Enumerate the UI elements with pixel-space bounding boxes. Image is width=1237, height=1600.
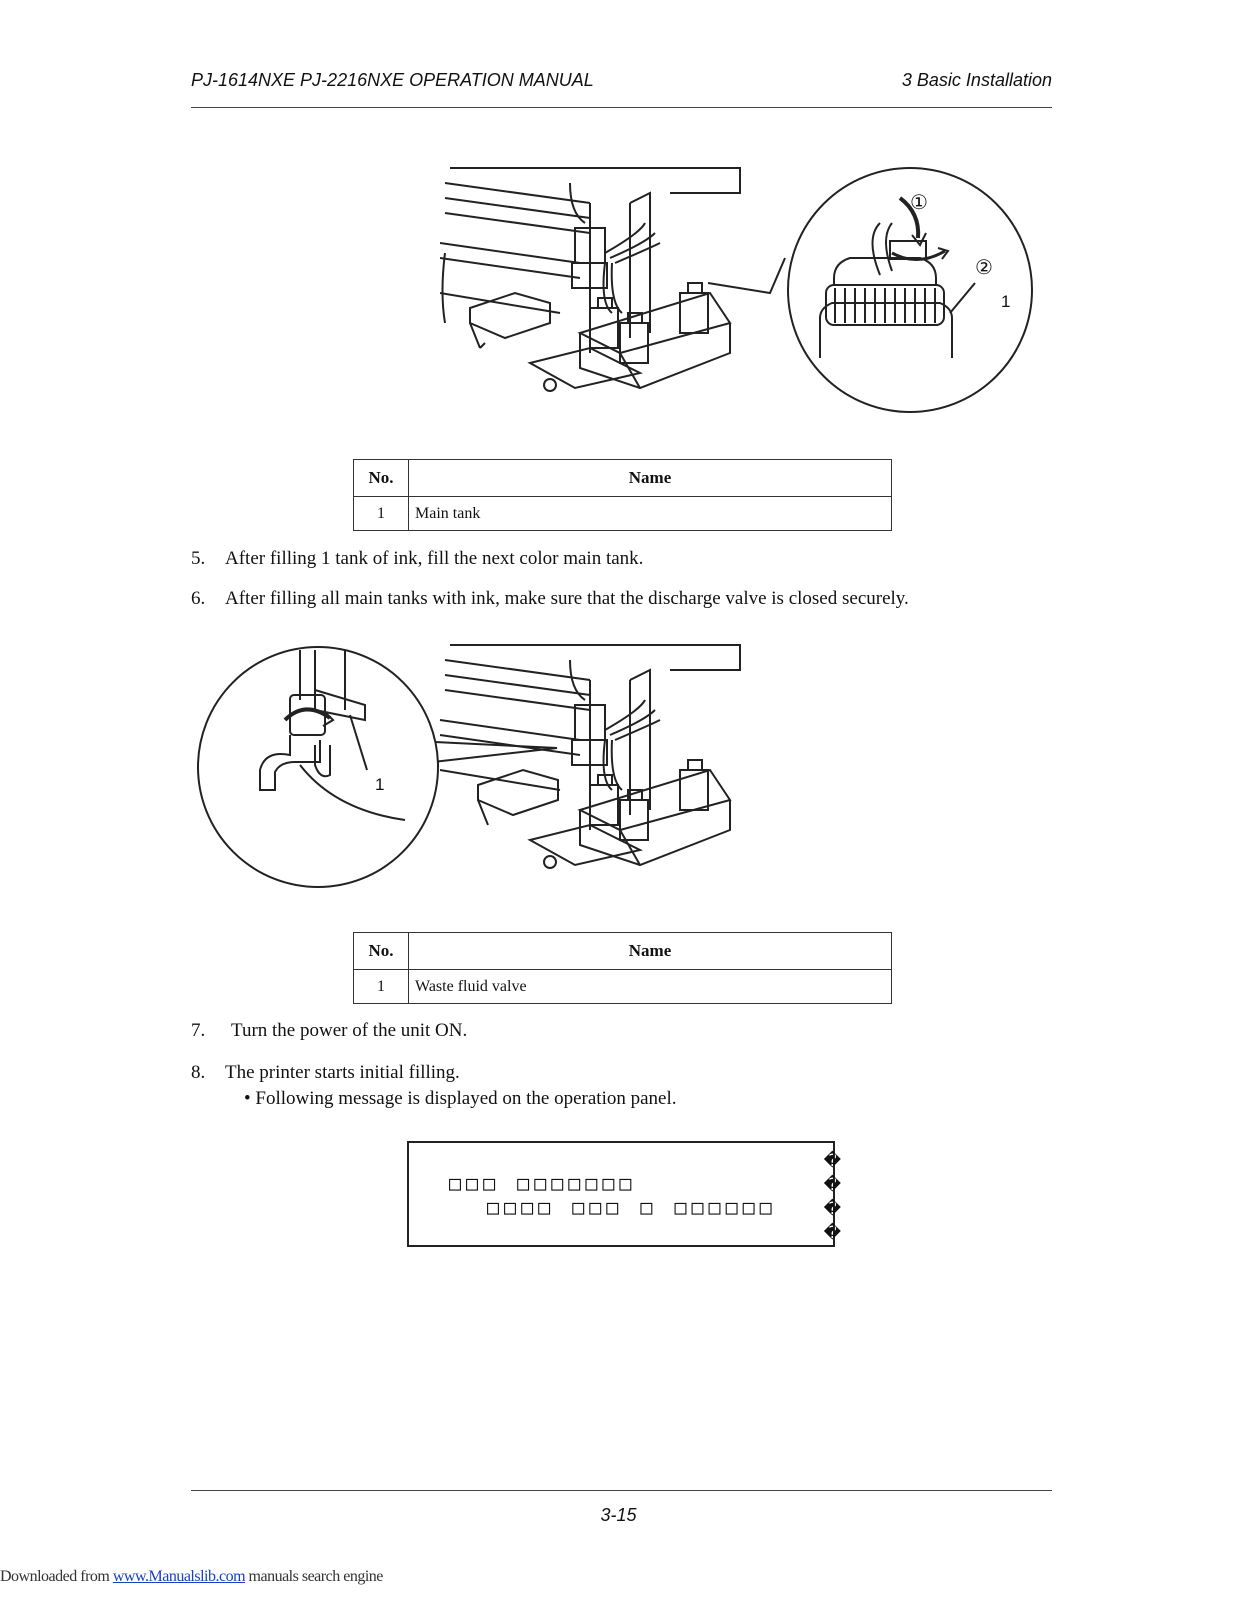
- parts-table-2: [353, 932, 892, 1004]
- step-text: After filling all main tanks with ink, make sure that the discharge valve is closed securely.: [225, 588, 909, 609]
- section-title: 3 Basic Installation: [901, 70, 1052, 90]
- column-header-name: Name: [409, 460, 892, 497]
- step-8: [191, 1062, 460, 1084]
- column-header-name: Name: [409, 933, 892, 970]
- callout-waste-valve: 1: [375, 775, 385, 794]
- panel-mark: �: [823, 1199, 841, 1219]
- cell-no: 1: [354, 497, 409, 531]
- panel-marks: [824, 1151, 841, 1243]
- panel-line-2: □□□□ □□□ □ □□□□□□: [487, 1195, 777, 1219]
- parts-table-1: [353, 459, 892, 531]
- step-5: [191, 548, 643, 570]
- header-rule: [191, 107, 1052, 108]
- operation-panel-display: [407, 1141, 841, 1247]
- step-number: 6.: [191, 588, 206, 609]
- step-text: Turn the power of the unit ON.: [231, 1020, 468, 1041]
- page-number: 3-15: [600, 1505, 637, 1525]
- step-number: 7.: [191, 1020, 206, 1041]
- table-row: [354, 497, 892, 531]
- bullet-note: • Following message is displayed on the operation panel.: [244, 1088, 677, 1109]
- step-7: [191, 1020, 467, 1042]
- panel-mark: �: [823, 1151, 841, 1171]
- table-row: [354, 970, 892, 1004]
- step-text: After filling 1 tank of ink, fill the next color main tank.: [225, 548, 644, 569]
- callout-1: ①: [910, 190, 928, 214]
- step-text: The printer starts initial filling.: [225, 1062, 460, 1083]
- footer-suffix: manuals search engine: [245, 1568, 383, 1585]
- step-6: [191, 588, 909, 610]
- callout-main-tank: 1: [1001, 292, 1011, 311]
- cell-no: 1: [354, 970, 409, 1004]
- callout-2: ②: [975, 255, 993, 279]
- cell-name: Main tank: [409, 497, 892, 531]
- column-header-no: No.: [354, 460, 409, 497]
- footer-prefix: Downloaded from: [0, 1568, 113, 1585]
- panel-mark: �: [823, 1175, 841, 1195]
- download-footer: [0, 1568, 383, 1586]
- main-tank-figure: [440, 163, 1040, 433]
- manual-title: PJ-1614NXE PJ-2216NXE OPERATION MANUAL: [191, 70, 594, 90]
- waste-valve-figure: [195, 640, 755, 910]
- panel-mark: �: [823, 1223, 841, 1243]
- step-number: 5.: [191, 548, 206, 569]
- footer-rule: [191, 1490, 1052, 1491]
- cell-name: Waste fluid valve: [409, 970, 892, 1004]
- step-number: 8.: [191, 1062, 206, 1083]
- panel-line-1: □□□ □□□□□□□: [449, 1171, 637, 1195]
- manualslib-link[interactable]: www.Manualslib.com: [112, 1568, 246, 1585]
- column-header-no: No.: [354, 933, 409, 970]
